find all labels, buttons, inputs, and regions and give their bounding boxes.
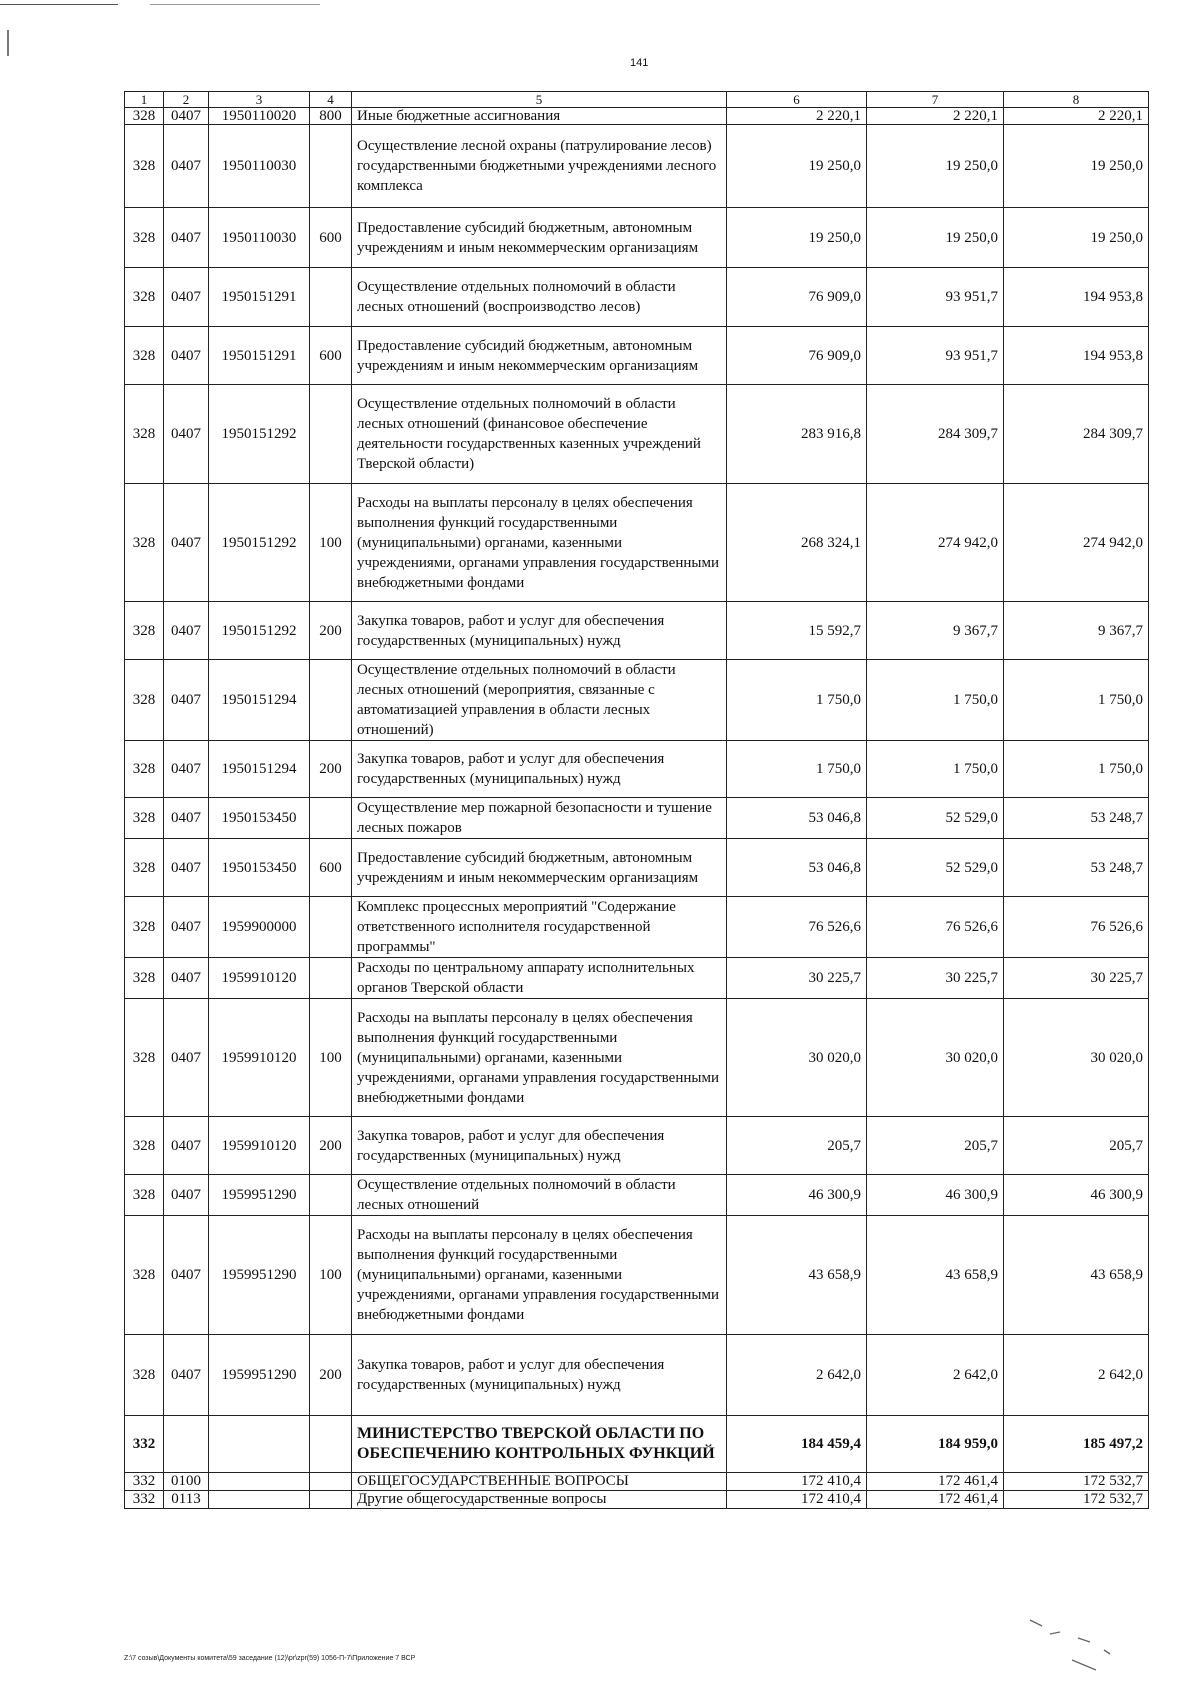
table-row — [125, 1117, 1149, 1175]
amount-col-7: 1 750,0 — [867, 660, 1004, 741]
kbk-target-code: 1959910120 — [209, 999, 310, 1117]
kbk-expense-type: 600 — [310, 839, 352, 897]
kbk-expense-type — [310, 1175, 352, 1216]
kbk-section-code: 0407 — [164, 385, 209, 484]
kbk-ministry-code: 328 — [125, 385, 164, 484]
kbk-expense-type: 100 — [310, 1216, 352, 1335]
amount-col-8: 9 367,7 — [1004, 602, 1149, 660]
kbk-expense-type — [310, 268, 352, 327]
amount-col-6: 2 642,0 — [727, 1335, 867, 1416]
kbk-target-code: 1950151292 — [209, 385, 310, 484]
kbk-section-code: 0407 — [164, 1117, 209, 1175]
amount-col-7: 46 300,9 — [867, 1175, 1004, 1216]
table-row — [125, 897, 1149, 958]
kbk-expense-type: 600 — [310, 208, 352, 268]
amount-col-6: 76 909,0 — [727, 268, 867, 327]
amount-col-7: 30 225,7 — [867, 958, 1004, 999]
kbk-target-code: 1950153450 — [209, 798, 310, 839]
table-row — [125, 741, 1149, 798]
amount-col-7: 1 750,0 — [867, 741, 1004, 798]
amount-col-6: 43 658,9 — [727, 1216, 867, 1335]
handwritten-mark — [1020, 1610, 1130, 1680]
item-description: Осуществление лесной охраны (патрулирование лесов) государственными бюджетными учреждениями лесного комплекса — [352, 125, 727, 208]
amount-col-8: 194 953,8 — [1004, 327, 1149, 385]
kbk-expense-type — [310, 1416, 352, 1473]
column-header: 6 — [727, 92, 867, 108]
kbk-target-code: 1950151291 — [209, 268, 310, 327]
amount-col-6: 172 410,4 — [727, 1491, 867, 1509]
column-header: 5 — [352, 92, 727, 108]
kbk-section-code: 0407 — [164, 1175, 209, 1216]
kbk-expense-type: 200 — [310, 1335, 352, 1416]
kbk-expense-type — [310, 385, 352, 484]
amount-col-6: 283 916,8 — [727, 385, 867, 484]
kbk-target-code: 1950151294 — [209, 741, 310, 798]
item-description: Предоставление субсидий бюджетным, автономным учреждениям и иным некоммерческим организациям — [352, 327, 727, 385]
table-row — [125, 484, 1149, 602]
kbk-ministry-code: 328 — [125, 484, 164, 602]
kbk-section-code: 0407 — [164, 798, 209, 839]
item-description: ОБЩЕГОСУДАРСТВЕННЫЕ ВОПРОСЫ — [352, 1473, 727, 1491]
kbk-ministry-code: 328 — [125, 660, 164, 741]
kbk-section-code: 0407 — [164, 1216, 209, 1335]
kbk-target-code: 1950151294 — [209, 660, 310, 741]
scan-margin-mark — [7, 30, 9, 56]
amount-col-7: 2 642,0 — [867, 1335, 1004, 1416]
kbk-section-code: 0407 — [164, 999, 209, 1117]
table-row — [125, 108, 1149, 125]
amount-col-6: 19 250,0 — [727, 125, 867, 208]
kbk-ministry-code: 328 — [125, 108, 164, 125]
kbk-ministry-code: 332 — [125, 1491, 164, 1509]
kbk-target-code — [209, 1491, 310, 1509]
table-row — [125, 958, 1149, 999]
amount-col-6: 2 220,1 — [727, 108, 867, 125]
table-row — [125, 1216, 1149, 1335]
table-row — [125, 208, 1149, 268]
kbk-target-code: 1950110030 — [209, 208, 310, 268]
item-description: Расходы на выплаты персоналу в целях обеспечения выполнения функций государственными (муниципальными) органами, казенными учреждениями, органами управления государственными внебюджетными фондами — [352, 1216, 727, 1335]
kbk-section-code: 0407 — [164, 660, 209, 741]
table-row — [125, 1335, 1149, 1416]
amount-col-8: 284 309,7 — [1004, 385, 1149, 484]
scan-edge-line — [0, 4, 118, 5]
amount-col-8: 172 532,7 — [1004, 1491, 1149, 1509]
kbk-expense-type: 600 — [310, 327, 352, 385]
kbk-expense-type: 100 — [310, 484, 352, 602]
item-description: Комплекс процессных мероприятий "Содержание ответственного исполнителя государственной программы" — [352, 897, 727, 958]
item-description: Предоставление субсидий бюджетным, автономным учреждениям и иным некоммерческим организациям — [352, 839, 727, 897]
amount-col-6: 268 324,1 — [727, 484, 867, 602]
kbk-expense-type — [310, 958, 352, 999]
item-description: Осуществление отдельных полномочий в области лесных отношений — [352, 1175, 727, 1216]
kbk-target-code: 1950151291 — [209, 327, 310, 385]
table-row — [125, 1473, 1149, 1491]
item-description: Закупка товаров, работ и услуг для обеспечения государственных (муниципальных) нужд — [352, 1117, 727, 1175]
amount-col-7: 52 529,0 — [867, 839, 1004, 897]
kbk-ministry-code: 328 — [125, 1335, 164, 1416]
table-header-row — [125, 92, 1149, 108]
column-header: 4 — [310, 92, 352, 108]
amount-col-8: 1 750,0 — [1004, 660, 1149, 741]
kbk-ministry-code: 328 — [125, 268, 164, 327]
kbk-section-code: 0407 — [164, 125, 209, 208]
amount-col-6: 184 459,4 — [727, 1416, 867, 1473]
kbk-expense-type — [310, 660, 352, 741]
table-row — [125, 602, 1149, 660]
kbk-target-code: 1950110020 — [209, 108, 310, 125]
table-row — [125, 327, 1149, 385]
amount-col-8: 2 220,1 — [1004, 108, 1149, 125]
kbk-section-code: 0407 — [164, 484, 209, 602]
kbk-target-code: 1950110030 — [209, 125, 310, 208]
kbk-ministry-code: 332 — [125, 1473, 164, 1491]
item-description: Расходы по центральному аппарату исполнительных органов Тверской области — [352, 958, 727, 999]
amount-col-7: 52 529,0 — [867, 798, 1004, 839]
amount-col-8: 205,7 — [1004, 1117, 1149, 1175]
kbk-expense-type — [310, 798, 352, 839]
column-header: 2 — [164, 92, 209, 108]
amount-col-6: 53 046,8 — [727, 839, 867, 897]
amount-col-7: 172 461,4 — [867, 1491, 1004, 1509]
kbk-target-code: 1959951290 — [209, 1175, 310, 1216]
kbk-section-code: 0407 — [164, 268, 209, 327]
kbk-section-code: 0407 — [164, 602, 209, 660]
item-description: Расходы на выплаты персоналу в целях обеспечения выполнения функций государственными (муниципальными) органами, казенными учреждениями, органами управления государственными внебюджетными фондами — [352, 484, 727, 602]
amount-col-8: 185 497,2 — [1004, 1416, 1149, 1473]
amount-col-6: 46 300,9 — [727, 1175, 867, 1216]
table-row — [125, 1416, 1149, 1473]
item-description: Осуществление отдельных полномочий в области лесных отношений (мероприятия, связанные с автоматизацией управления в области лесных отношений) — [352, 660, 727, 741]
kbk-section-code: 0407 — [164, 108, 209, 125]
kbk-section-code: 0407 — [164, 741, 209, 798]
kbk-section-code: 0407 — [164, 839, 209, 897]
amount-col-6: 172 410,4 — [727, 1473, 867, 1491]
kbk-target-code — [209, 1416, 310, 1473]
item-description: Осуществление мер пожарной безопасности и тушение лесных пожаров — [352, 798, 727, 839]
amount-col-7: 43 658,9 — [867, 1216, 1004, 1335]
column-header: 8 — [1004, 92, 1149, 108]
amount-col-7: 184 959,0 — [867, 1416, 1004, 1473]
item-description: Закупка товаров, работ и услуг для обеспечения государственных (муниципальных) нужд — [352, 1335, 727, 1416]
kbk-section-code: 0407 — [164, 208, 209, 268]
kbk-section-code: 0407 — [164, 1335, 209, 1416]
scan-edge-line — [150, 4, 320, 5]
kbk-target-code: 1959910120 — [209, 1117, 310, 1175]
item-description: Иные бюджетные ассигнования — [352, 108, 727, 125]
amount-col-7: 93 951,7 — [867, 327, 1004, 385]
kbk-ministry-code: 328 — [125, 125, 164, 208]
amount-col-6: 205,7 — [727, 1117, 867, 1175]
page-number: 141 — [630, 57, 649, 69]
kbk-ministry-code: 332 — [125, 1416, 164, 1473]
kbk-ministry-code: 328 — [125, 1216, 164, 1335]
amount-col-7: 205,7 — [867, 1117, 1004, 1175]
amount-col-8: 19 250,0 — [1004, 125, 1149, 208]
amount-col-6: 19 250,0 — [727, 208, 867, 268]
kbk-target-code: 1959951290 — [209, 1335, 310, 1416]
amount-col-8: 30 225,7 — [1004, 958, 1149, 999]
kbk-expense-type: 200 — [310, 602, 352, 660]
kbk-section-code: 0407 — [164, 897, 209, 958]
amount-col-8: 46 300,9 — [1004, 1175, 1149, 1216]
kbk-section-code: 0407 — [164, 958, 209, 999]
kbk-ministry-code: 328 — [125, 958, 164, 999]
table-row — [125, 999, 1149, 1117]
table-row — [125, 839, 1149, 897]
amount-col-7: 274 942,0 — [867, 484, 1004, 602]
item-description: Закупка товаров, работ и услуг для обеспечения государственных (муниципальных) нужд — [352, 602, 727, 660]
amount-col-7: 76 526,6 — [867, 897, 1004, 958]
table-row — [125, 268, 1149, 327]
kbk-ministry-code: 328 — [125, 897, 164, 958]
kbk-section-code: 0113 — [164, 1491, 209, 1509]
amount-col-8: 30 020,0 — [1004, 999, 1149, 1117]
kbk-ministry-code: 328 — [125, 839, 164, 897]
amount-col-8: 53 248,7 — [1004, 798, 1149, 839]
kbk-expense-type: 200 — [310, 741, 352, 798]
item-description: Осуществление отдельных полномочий в области лесных отношений (финансовое обеспечение деятельности государственных казенных учреждений Тверской области) — [352, 385, 727, 484]
file-path-footer: Z:\7 созыв\Документы комитета\59 заседание (12)\pr\zpr(59) 1056-П-7\Приложение 7 ВСР — [124, 1655, 416, 1662]
amount-col-8: 76 526,6 — [1004, 897, 1149, 958]
budget-table — [124, 91, 1149, 1509]
item-description: Расходы на выплаты персоналу в целях обеспечения выполнения функций государственными (муниципальными) органами, казенными учреждениями, органами управления государственными внебюджетными фондами — [352, 999, 727, 1117]
amount-col-6: 30 020,0 — [727, 999, 867, 1117]
item-description: Предоставление субсидий бюджетным, автономным учреждениям и иным некоммерческим организациям — [352, 208, 727, 268]
kbk-section-code — [164, 1416, 209, 1473]
item-description: Осуществление отдельных полномочий в области лесных отношений (воспроизводство лесов) — [352, 268, 727, 327]
table-row — [125, 798, 1149, 839]
kbk-ministry-code: 328 — [125, 741, 164, 798]
kbk-ministry-code: 328 — [125, 602, 164, 660]
table-row — [125, 1491, 1149, 1509]
kbk-ministry-code: 328 — [125, 1175, 164, 1216]
kbk-ministry-code: 328 — [125, 1117, 164, 1175]
kbk-target-code: 1950151292 — [209, 602, 310, 660]
amount-col-7: 93 951,7 — [867, 268, 1004, 327]
amount-col-8: 194 953,8 — [1004, 268, 1149, 327]
kbk-expense-type: 800 — [310, 108, 352, 125]
amount-col-6: 15 592,7 — [727, 602, 867, 660]
kbk-target-code — [209, 1473, 310, 1491]
amount-col-7: 172 461,4 — [867, 1473, 1004, 1491]
amount-col-8: 1 750,0 — [1004, 741, 1149, 798]
kbk-expense-type — [310, 1473, 352, 1491]
item-description: Другие общегосударственные вопросы — [352, 1491, 727, 1509]
kbk-target-code: 1950151292 — [209, 484, 310, 602]
amount-col-6: 53 046,8 — [727, 798, 867, 839]
amount-col-8: 19 250,0 — [1004, 208, 1149, 268]
amount-col-6: 1 750,0 — [727, 660, 867, 741]
amount-col-7: 19 250,0 — [867, 125, 1004, 208]
kbk-ministry-code: 328 — [125, 999, 164, 1117]
amount-col-7: 30 020,0 — [867, 999, 1004, 1117]
amount-col-7: 19 250,0 — [867, 208, 1004, 268]
amount-col-8: 43 658,9 — [1004, 1216, 1149, 1335]
amount-col-6: 76 909,0 — [727, 327, 867, 385]
table-row — [125, 385, 1149, 484]
amount-col-6: 30 225,7 — [727, 958, 867, 999]
amount-col-6: 1 750,0 — [727, 741, 867, 798]
item-description: Закупка товаров, работ и услуг для обеспечения государственных (муниципальных) нужд — [352, 741, 727, 798]
amount-col-8: 2 642,0 — [1004, 1335, 1149, 1416]
kbk-expense-type — [310, 897, 352, 958]
column-header: 3 — [209, 92, 310, 108]
amount-col-7: 2 220,1 — [867, 108, 1004, 125]
amount-col-7: 9 367,7 — [867, 602, 1004, 660]
kbk-section-code: 0407 — [164, 327, 209, 385]
kbk-ministry-code: 328 — [125, 327, 164, 385]
amount-col-8: 53 248,7 — [1004, 839, 1149, 897]
kbk-expense-type — [310, 1491, 352, 1509]
kbk-target-code: 1959900000 — [209, 897, 310, 958]
amount-col-8: 172 532,7 — [1004, 1473, 1149, 1491]
column-header: 1 — [125, 92, 164, 108]
table-row — [125, 660, 1149, 741]
amount-col-6: 76 526,6 — [727, 897, 867, 958]
amount-col-8: 274 942,0 — [1004, 484, 1149, 602]
kbk-expense-type: 100 — [310, 999, 352, 1117]
table-row — [125, 1175, 1149, 1216]
kbk-expense-type: 200 — [310, 1117, 352, 1175]
item-description: МИНИСТЕРСТВО ТВЕРСКОЙ ОБЛАСТИ ПО ОБЕСПЕЧЕНИЮ КОНТРОЛЬНЫХ ФУНКЦИЙ — [352, 1416, 727, 1473]
column-header: 7 — [867, 92, 1004, 108]
kbk-target-code: 1959951290 — [209, 1216, 310, 1335]
amount-col-7: 284 309,7 — [867, 385, 1004, 484]
table-row — [125, 125, 1149, 208]
kbk-target-code: 1950153450 — [209, 839, 310, 897]
kbk-ministry-code: 328 — [125, 208, 164, 268]
kbk-ministry-code: 328 — [125, 798, 164, 839]
kbk-expense-type — [310, 125, 352, 208]
kbk-section-code: 0100 — [164, 1473, 209, 1491]
kbk-target-code: 1959910120 — [209, 958, 310, 999]
